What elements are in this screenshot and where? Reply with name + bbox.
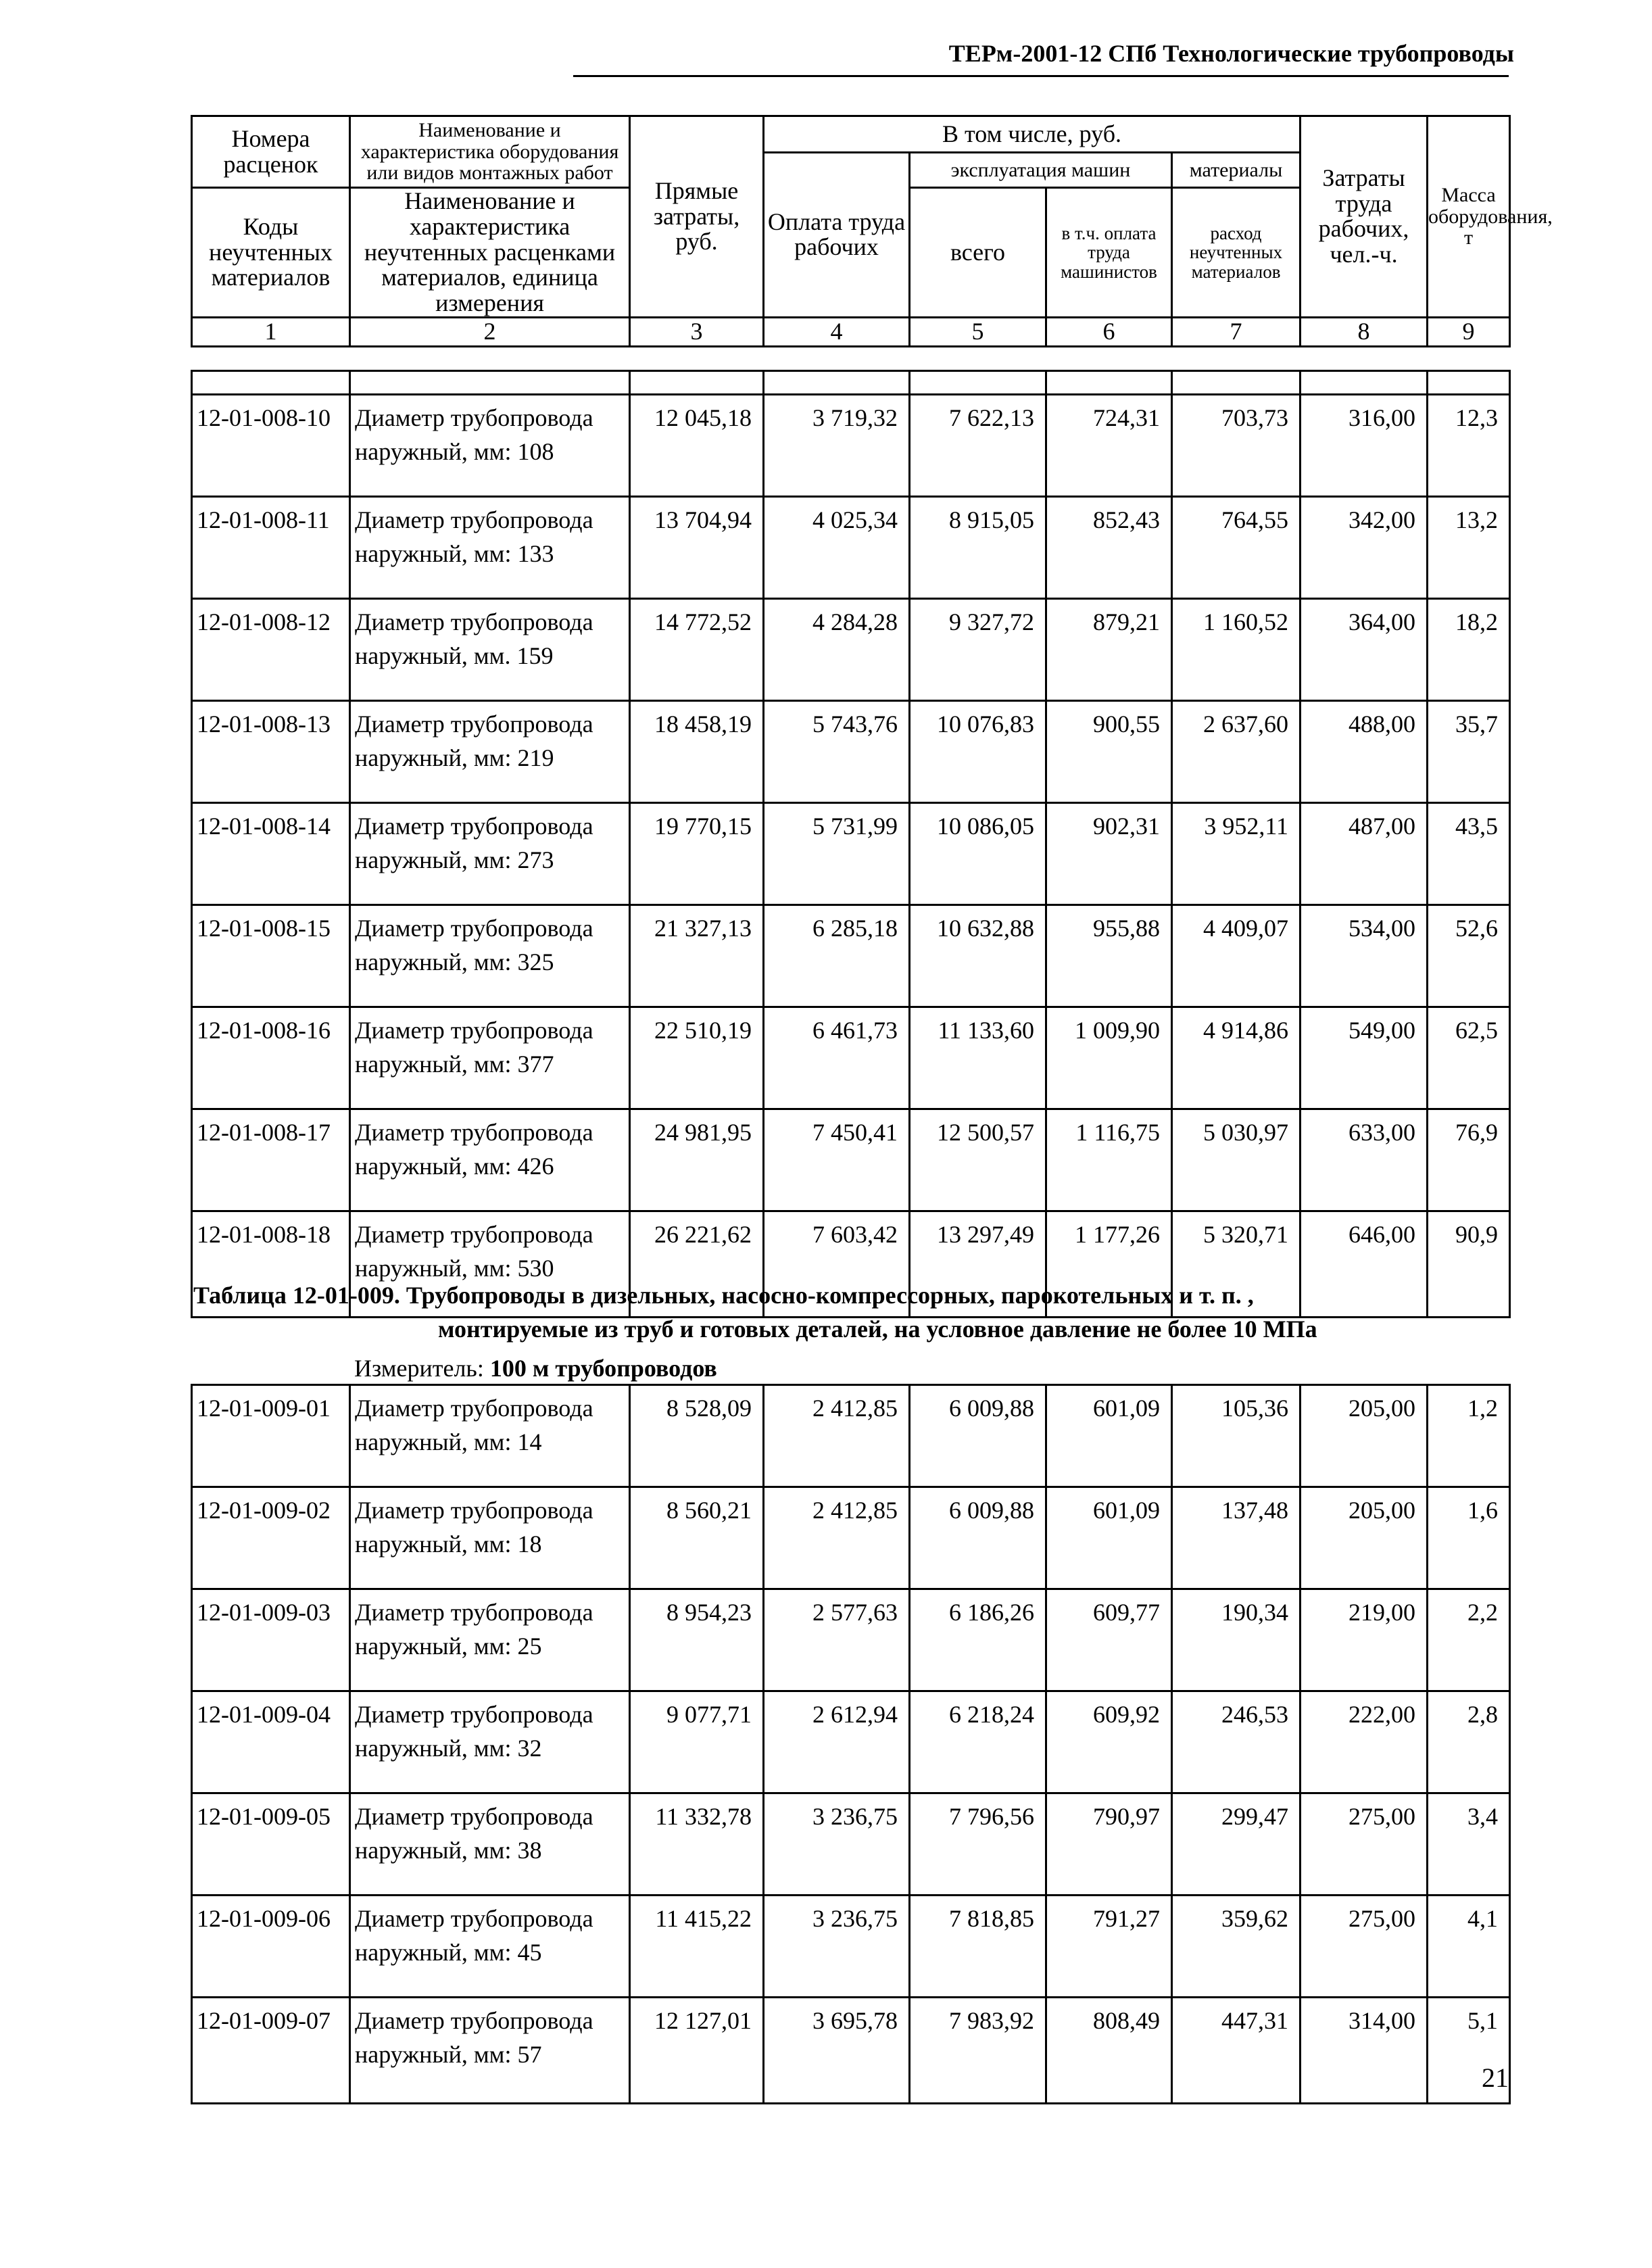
machine-labor: 609,77 bbox=[1046, 1589, 1172, 1691]
work-name-line-2: наружный, мм: 32 bbox=[355, 1735, 542, 1762]
table-row bbox=[192, 701, 1510, 803]
work-name-line-2: наружный, мм: 38 bbox=[355, 1837, 542, 1864]
labor-cost: 4 284,28 bbox=[764, 599, 910, 701]
equipment-mass: 52,6 bbox=[1428, 905, 1510, 1007]
labor-hours: 316,00 bbox=[1301, 395, 1428, 497]
work-name-line-2: наружный, мм: 273 bbox=[355, 846, 554, 873]
equipment-mass: 2,8 bbox=[1428, 1691, 1510, 1793]
equipment-mass: 5,1 bbox=[1428, 1998, 1510, 2104]
machine-labor: 601,09 bbox=[1046, 1385, 1172, 1487]
col1-bottom-header: Коды неучтенных материалов bbox=[192, 188, 350, 318]
column-header-table bbox=[191, 115, 1553, 347]
work-name-line-1: Диаметр трубопровода bbox=[355, 1497, 593, 1524]
work-name-line-1: Диаметр трубопровода bbox=[355, 1017, 593, 1044]
col3-header: Прямые затраты, руб. bbox=[630, 116, 764, 318]
header-rule bbox=[573, 75, 1509, 77]
machine-total: 6 218,24 bbox=[910, 1691, 1046, 1793]
column-number: 8 bbox=[1301, 317, 1428, 346]
work-name-line-2: наружный, мм: 18 bbox=[355, 1530, 542, 1558]
work-name bbox=[350, 1998, 630, 2104]
table-row bbox=[192, 1896, 1510, 1998]
table-row bbox=[192, 599, 1510, 701]
labor-cost: 6 285,18 bbox=[764, 905, 910, 1007]
group-header: В том числе, руб. bbox=[764, 116, 1301, 153]
work-name bbox=[350, 1793, 630, 1896]
materials-cost: 5 030,97 bbox=[1172, 1109, 1301, 1211]
equipment-mass: 13,2 bbox=[1428, 497, 1510, 599]
labor-hours: 275,00 bbox=[1301, 1793, 1428, 1896]
materials-cost: 4 914,86 bbox=[1172, 1007, 1301, 1109]
labor-cost: 3 695,78 bbox=[764, 1998, 910, 2104]
work-name bbox=[350, 1487, 630, 1589]
rate-code: 12-01-008-16 bbox=[192, 1007, 350, 1109]
work-name bbox=[350, 1007, 630, 1109]
col6-header: в т.ч. оплата труда машинистов bbox=[1046, 188, 1172, 318]
labor-cost: 4 025,34 bbox=[764, 497, 910, 599]
rate-code: 12-01-008-17 bbox=[192, 1109, 350, 1211]
table-row bbox=[192, 803, 1510, 905]
column-number: 5 bbox=[910, 317, 1046, 346]
work-name bbox=[350, 497, 630, 599]
spacer-cell bbox=[910, 371, 1046, 395]
col7-header: расход неучтенных материалов bbox=[1172, 188, 1301, 318]
col5-header: всего bbox=[910, 188, 1046, 318]
rate-code: 12-01-009-07 bbox=[192, 1998, 350, 2104]
direct-costs: 11 332,78 bbox=[630, 1793, 764, 1896]
direct-costs: 8 954,23 bbox=[630, 1589, 764, 1691]
machine-total: 7 983,92 bbox=[910, 1998, 1046, 2104]
work-name bbox=[350, 1385, 630, 1487]
work-name bbox=[350, 599, 630, 701]
machine-labor: 852,43 bbox=[1046, 497, 1172, 599]
materials-cost: 764,55 bbox=[1172, 497, 1301, 599]
work-name-line-1: Диаметр трубопровода bbox=[355, 1599, 593, 1626]
work-name-line-2: наружный, мм: 133 bbox=[355, 540, 554, 567]
work-name-line-1: Диаметр трубопровода bbox=[355, 710, 593, 738]
machine-labor: 609,92 bbox=[1046, 1691, 1172, 1793]
work-name-line-2: наружный, мм: 530 bbox=[355, 1255, 554, 1282]
table-row bbox=[192, 395, 1510, 497]
equipment-mass: 4,1 bbox=[1428, 1896, 1510, 1998]
measure-label: Измеритель: bbox=[354, 1355, 484, 1382]
table-row bbox=[192, 1385, 1510, 1487]
machine-total: 6 009,88 bbox=[910, 1385, 1046, 1487]
machine-total: 10 632,88 bbox=[910, 905, 1046, 1007]
rate-code: 12-01-008-12 bbox=[192, 599, 350, 701]
work-name bbox=[350, 1896, 630, 1998]
column-number: 1 bbox=[192, 317, 350, 346]
running-title: ТЕРм-2001-12 СПб Технологические трубопроводы bbox=[948, 40, 1514, 67]
equipment-mass: 3,4 bbox=[1428, 1793, 1510, 1896]
machine-labor: 1 009,90 bbox=[1046, 1007, 1172, 1109]
machine-labor: 808,49 bbox=[1046, 1998, 1172, 2104]
rate-code: 12-01-009-02 bbox=[192, 1487, 350, 1589]
labor-cost: 2 412,85 bbox=[764, 1385, 910, 1487]
materials-cost: 190,34 bbox=[1172, 1589, 1301, 1691]
direct-costs: 19 770,15 bbox=[630, 803, 764, 905]
spacer-cell bbox=[1428, 371, 1510, 395]
spacer-cell bbox=[764, 371, 910, 395]
column-number: 9 bbox=[1428, 317, 1510, 346]
table-row bbox=[192, 1487, 1510, 1589]
spacer-cell bbox=[192, 371, 350, 395]
table-row bbox=[192, 905, 1510, 1007]
labor-hours: 488,00 bbox=[1301, 701, 1428, 803]
materials-cost: 105,36 bbox=[1172, 1385, 1301, 1487]
table-row bbox=[192, 1691, 1510, 1793]
work-name bbox=[350, 701, 630, 803]
machine-total: 9 327,72 bbox=[910, 599, 1046, 701]
machine-total: 7 818,85 bbox=[910, 1896, 1046, 1998]
machine-total: 6 009,88 bbox=[910, 1487, 1046, 1589]
labor-cost: 7 450,41 bbox=[764, 1109, 910, 1211]
labor-hours: 549,00 bbox=[1301, 1007, 1428, 1109]
equipment-mass: 18,2 bbox=[1428, 599, 1510, 701]
machine-total: 11 133,60 bbox=[910, 1007, 1046, 1109]
materials-cost: 5 320,71 bbox=[1172, 1211, 1301, 1318]
col8-header: Затраты труда рабочих, чел.-ч. bbox=[1301, 116, 1428, 318]
table-row bbox=[192, 1109, 1510, 1211]
machine-labor: 955,88 bbox=[1046, 905, 1172, 1007]
col9-header: Масса оборудования, т bbox=[1428, 116, 1510, 318]
machine-labor: 790,97 bbox=[1046, 1793, 1172, 1896]
labor-cost: 5 743,76 bbox=[764, 701, 910, 803]
materials-cost: 299,47 bbox=[1172, 1793, 1301, 1896]
labor-cost: 2 577,63 bbox=[764, 1589, 910, 1691]
machine-labor: 900,55 bbox=[1046, 701, 1172, 803]
page-number: 21 bbox=[1482, 2062, 1509, 2093]
rate-code: 12-01-008-10 bbox=[192, 395, 350, 497]
materials-cost: 2 637,60 bbox=[1172, 701, 1301, 803]
direct-costs: 8 528,09 bbox=[630, 1385, 764, 1487]
labor-hours: 275,00 bbox=[1301, 1896, 1428, 1998]
direct-costs: 13 704,94 bbox=[630, 497, 764, 599]
machine-total: 13 297,49 bbox=[910, 1211, 1046, 1318]
spacer-row bbox=[192, 371, 1510, 395]
rate-code: 12-01-008-11 bbox=[192, 497, 350, 599]
table-row bbox=[192, 1998, 1510, 2104]
rate-code: 12-01-008-13 bbox=[192, 701, 350, 803]
materials-cost: 246,53 bbox=[1172, 1691, 1301, 1793]
rate-code: 12-01-008-18 bbox=[192, 1211, 350, 1318]
labor-cost: 2 612,94 bbox=[764, 1691, 910, 1793]
machine-labor: 902,31 bbox=[1046, 803, 1172, 905]
labor-hours: 314,00 bbox=[1301, 1998, 1428, 2104]
labor-hours: 633,00 bbox=[1301, 1109, 1428, 1211]
table-caption-line-1: Таблица 12-01-009. Трубопроводы в дизельных, насосно-компрессорных, парокотельных и т. п. , bbox=[193, 1282, 1254, 1309]
labor-cost: 5 731,99 bbox=[764, 803, 910, 905]
work-name-line-1: Диаметр трубопровода bbox=[355, 813, 593, 840]
direct-costs: 12 127,01 bbox=[630, 1998, 764, 2104]
work-name-line-1: Диаметр трубопровода bbox=[355, 1395, 593, 1422]
labor-hours: 646,00 bbox=[1301, 1211, 1428, 1318]
materials-cost: 4 409,07 bbox=[1172, 905, 1301, 1007]
work-name-line-1: Диаметр трубопровода bbox=[355, 608, 593, 635]
equipment-mass: 12,3 bbox=[1428, 395, 1510, 497]
labor-cost: 3 236,75 bbox=[764, 1896, 910, 1998]
column-number: 4 bbox=[764, 317, 910, 346]
labor-hours: 487,00 bbox=[1301, 803, 1428, 905]
work-name-line-2: наружный, мм: 25 bbox=[355, 1633, 542, 1660]
rate-code: 12-01-009-06 bbox=[192, 1896, 350, 1998]
machine-total: 7 796,56 bbox=[910, 1793, 1046, 1896]
spacer-cell bbox=[1172, 371, 1301, 395]
materials-cost: 447,31 bbox=[1172, 1998, 1301, 2104]
work-name-line-2: наружный, мм: 14 bbox=[355, 1428, 542, 1455]
col4-header: Оплата труда рабочих bbox=[764, 153, 910, 318]
spacer-cell bbox=[1301, 371, 1428, 395]
work-name-line-1: Диаметр трубопровода bbox=[355, 1803, 593, 1830]
work-name-line-2: наружный, мм: 45 bbox=[355, 1939, 542, 1966]
labor-cost: 3 236,75 bbox=[764, 1793, 910, 1896]
labor-cost: 3 719,32 bbox=[764, 395, 910, 497]
equipment-mass: 43,5 bbox=[1428, 803, 1510, 905]
work-name-line-2: наружный, мм. 159 bbox=[355, 642, 554, 669]
work-name-line-2: наружный, мм: 325 bbox=[355, 948, 554, 975]
spacer-cell bbox=[350, 371, 630, 395]
work-name-line-1: Диаметр трубопровода bbox=[355, 1221, 593, 1248]
column-number-row bbox=[192, 317, 1510, 346]
col2-bottom-header: Наименование и характеристика неучтенных расценками материалов, единица измерения bbox=[350, 188, 630, 318]
rate-code: 12-01-009-01 bbox=[192, 1385, 350, 1487]
column-number: 6 bbox=[1046, 317, 1172, 346]
table-row bbox=[192, 1793, 1510, 1896]
machine-labor: 1 177,26 bbox=[1046, 1211, 1172, 1318]
work-name-line-2: наружный, мм: 377 bbox=[355, 1051, 554, 1078]
equipment-mass: 35,7 bbox=[1428, 701, 1510, 803]
equipment-mass: 76,9 bbox=[1428, 1109, 1510, 1211]
work-name-line-1: Диаметр трубопровода bbox=[355, 1905, 593, 1932]
work-name-line-1: Диаметр трубопровода bbox=[355, 506, 593, 533]
direct-costs: 11 415,22 bbox=[630, 1896, 764, 1998]
machine-total: 6 186,26 bbox=[910, 1589, 1046, 1691]
direct-costs: 9 077,71 bbox=[630, 1691, 764, 1793]
labor-hours: 222,00 bbox=[1301, 1691, 1428, 1793]
rate-code: 12-01-009-03 bbox=[192, 1589, 350, 1691]
spacer-cell bbox=[1046, 371, 1172, 395]
rate-code: 12-01-008-14 bbox=[192, 803, 350, 905]
measure-unit bbox=[354, 1354, 717, 1382]
work-name bbox=[350, 395, 630, 497]
work-name-line-1: Диаметр трубопровода bbox=[355, 1119, 593, 1146]
direct-costs: 8 560,21 bbox=[630, 1487, 764, 1589]
work-name-line-1: Диаметр трубопровода bbox=[355, 404, 593, 431]
machine-total: 7 622,13 bbox=[910, 395, 1046, 497]
machine-labor: 791,27 bbox=[1046, 1896, 1172, 1998]
table-row bbox=[192, 1007, 1510, 1109]
machines-header: эксплуатация машин bbox=[910, 153, 1172, 188]
work-name bbox=[350, 1589, 630, 1691]
work-name bbox=[350, 905, 630, 1007]
labor-hours: 364,00 bbox=[1301, 599, 1428, 701]
work-name bbox=[350, 1691, 630, 1793]
labor-hours: 219,00 bbox=[1301, 1589, 1428, 1691]
work-name bbox=[350, 803, 630, 905]
work-name-line-1: Диаметр трубопровода bbox=[355, 915, 593, 942]
materials-cost: 3 952,11 bbox=[1172, 803, 1301, 905]
equipment-mass: 2,2 bbox=[1428, 1589, 1510, 1691]
work-name-line-2: наружный, мм: 57 bbox=[355, 2041, 542, 2068]
direct-costs: 22 510,19 bbox=[630, 1007, 764, 1109]
rate-code: 12-01-009-05 bbox=[192, 1793, 350, 1896]
equipment-mass: 1,2 bbox=[1428, 1385, 1510, 1487]
table-caption-line-2: монтируемые из труб и готовых деталей, на условное давление не более 10 МПа bbox=[438, 1316, 1317, 1343]
materials-cost: 137,48 bbox=[1172, 1487, 1301, 1589]
work-name-line-2: наружный, мм: 426 bbox=[355, 1153, 554, 1180]
direct-costs: 21 327,13 bbox=[630, 905, 764, 1007]
machine-labor: 724,31 bbox=[1046, 395, 1172, 497]
work-name-line-2: наружный, мм: 108 bbox=[355, 438, 554, 465]
machine-labor: 879,21 bbox=[1046, 599, 1172, 701]
measure-value: 100 м трубопроводов bbox=[489, 1355, 717, 1382]
labor-hours: 534,00 bbox=[1301, 905, 1428, 1007]
materials-cost: 703,73 bbox=[1172, 395, 1301, 497]
equipment-mass: 62,5 bbox=[1428, 1007, 1510, 1109]
table-row bbox=[192, 497, 1510, 599]
labor-hours: 342,00 bbox=[1301, 497, 1428, 599]
direct-costs: 24 981,95 bbox=[630, 1109, 764, 1211]
table-12-01-009 bbox=[191, 1384, 1511, 2104]
machine-total: 10 086,05 bbox=[910, 803, 1046, 905]
machine-total: 12 500,57 bbox=[910, 1109, 1046, 1211]
column-number: 2 bbox=[350, 317, 630, 346]
spacer-cell bbox=[630, 371, 764, 395]
machine-labor: 1 116,75 bbox=[1046, 1109, 1172, 1211]
labor-hours: 205,00 bbox=[1301, 1385, 1428, 1487]
materials-cost: 1 160,52 bbox=[1172, 599, 1301, 701]
work-name-line-1: Диаметр трубопровода bbox=[355, 2007, 593, 2034]
table-row bbox=[192, 1589, 1510, 1691]
column-number: 3 bbox=[630, 317, 764, 346]
labor-cost: 6 461,73 bbox=[764, 1007, 910, 1109]
materials-header: материалы bbox=[1172, 153, 1301, 188]
col1-top-header: Номера расценок bbox=[192, 116, 350, 188]
direct-costs: 18 458,19 bbox=[630, 701, 764, 803]
direct-costs: 14 772,52 bbox=[630, 599, 764, 701]
machine-total: 8 915,05 bbox=[910, 497, 1046, 599]
work-name-line-2: наружный, мм: 219 bbox=[355, 744, 554, 771]
direct-costs: 26 221,62 bbox=[630, 1211, 764, 1318]
column-number: 7 bbox=[1172, 317, 1301, 346]
rate-code: 12-01-009-04 bbox=[192, 1691, 350, 1793]
labor-cost: 2 412,85 bbox=[764, 1487, 910, 1589]
equipment-mass: 90,9 bbox=[1428, 1211, 1510, 1318]
labor-hours: 205,00 bbox=[1301, 1487, 1428, 1589]
machine-total: 10 076,83 bbox=[910, 701, 1046, 803]
machine-labor: 601,09 bbox=[1046, 1487, 1172, 1589]
materials-cost: 359,62 bbox=[1172, 1896, 1301, 1998]
equipment-mass: 1,6 bbox=[1428, 1487, 1510, 1589]
table-12-01-008 bbox=[191, 370, 1511, 1318]
work-name-line-1: Диаметр трубопровода bbox=[355, 1701, 593, 1728]
rate-code: 12-01-008-15 bbox=[192, 905, 350, 1007]
work-name bbox=[350, 1109, 630, 1211]
labor-cost: 7 603,42 bbox=[764, 1211, 910, 1318]
col2-top-header: Наименование и характеристика оборудования или видов монтажных работ bbox=[350, 116, 630, 188]
direct-costs: 12 045,18 bbox=[630, 395, 764, 497]
